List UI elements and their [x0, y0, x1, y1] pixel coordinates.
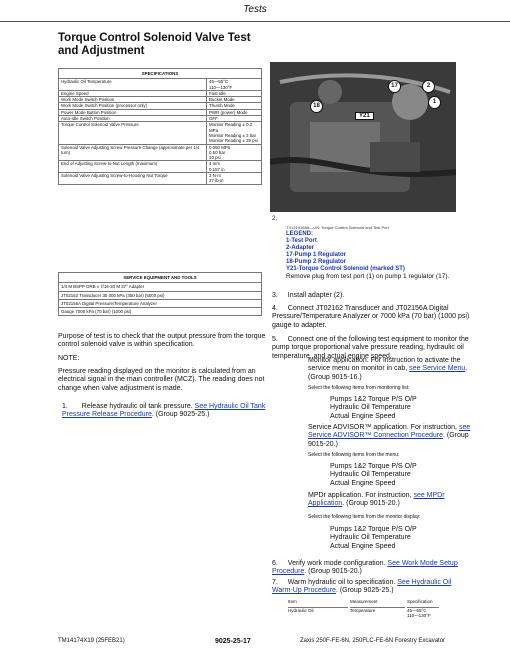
- figure-caption: TX1219168A—UN: Torque Control Solenoid and Test Port: [286, 225, 389, 230]
- note-text: Pressure reading displayed on the monitor is calculated from an electrical signal in the main controller (MCZ). The reading does not change when valve adjustment is made.: [58, 368, 265, 392]
- list-item: Hydraulic Oil Temperature: [330, 534, 411, 542]
- mpdr-application: [308, 492, 472, 509]
- equipment-item: 1/4 M BSPP ORB x 7/16-20 M 37° Adapter: [59, 283, 262, 291]
- table-cell: Hydraulic Oil: [288, 607, 348, 619]
- spec-item: Auto-Idle Switch Position: [59, 116, 207, 122]
- col-header: Item: [288, 599, 297, 604]
- group-ref: . (Group 9015-16.): [308, 365, 468, 381]
- list-item: Pumps 1&2 Torque P/S O/P: [330, 526, 417, 533]
- list-item: Pumps 1&2 Torque P/S O/P: [330, 463, 417, 470]
- tank-pressure-release-link[interactable]: See Hydraulic Oil Tank Pressure Release Procedure: [62, 403, 266, 419]
- spec-value: Bucket Mode: [207, 97, 262, 103]
- step-number: 1.: [62, 403, 68, 410]
- footer-doc-id: TM14174X19 (25FEB21): [58, 638, 125, 644]
- step-2-number: 2.: [272, 216, 278, 222]
- specifications-table: [58, 68, 262, 185]
- page-header: [0, 0, 510, 22]
- spec-item: Torque Control Solenoid Valve Pressure: [59, 122, 207, 144]
- legend-title: LEGEND:: [286, 231, 313, 237]
- spec-item: Engine Speed: [59, 90, 207, 96]
- spec-item: Solenoid Valve Adjusting Screw-to-Housing Nut Torque: [59, 173, 207, 185]
- monitor-items-list: [330, 396, 417, 421]
- step-number: 6.: [272, 560, 278, 567]
- equipment-heading: SERVICE EQUIPMENT AND TOOLS: [59, 273, 262, 283]
- step-6: [272, 560, 472, 577]
- step-text: Connect JT02162 Transducer and JT02156A Digital Pressure/Temperature Analyzer or 7000 kPa (70 bar) (1000 psi) gauge to adapter.: [272, 305, 470, 329]
- service-menu-link[interactable]: see Service Menu: [409, 365, 466, 373]
- col-header: Measurement: [350, 599, 378, 604]
- monitor-application: [308, 357, 472, 382]
- mpdr-text: MPDr application. For instruction,: [308, 492, 412, 499]
- select-display-items: Select the following items from the monitor display:: [308, 514, 421, 520]
- spec-value: PWR (power) Mode: [207, 109, 262, 115]
- label-y21: Y21: [355, 112, 374, 120]
- work-mode-setup-link[interactable]: See Work Mode Setup Procedure: [272, 560, 458, 576]
- step-text: Install adapter (2).: [287, 292, 345, 299]
- spec-value: Thumb Mode: [207, 103, 262, 109]
- equipment-row: [59, 299, 262, 307]
- equipment-item: JT02162 Transducer 35 000 kPa (350 bar) (5000 psi): [59, 291, 262, 299]
- legend-item: 1-Test Port: [286, 238, 317, 244]
- step-text: Verify work mode configuration.: [287, 560, 386, 567]
- step-text: Connect one of the following test equipment to monitor the pump torque proportional valve pressure reading, hydraulic oil temperature, and actual engine speed.: [272, 336, 469, 360]
- footer-model: Zaxis 250F-FE-6N, 250FLC-FE-6N Forestry Excavator: [300, 638, 446, 644]
- item-spec-table: [286, 597, 441, 621]
- group-ref: . (Group 9025-25.): [151, 411, 210, 419]
- oil-warmup-link[interactable]: See Hydraulic Oil Warm-Up Procedure: [272, 579, 452, 595]
- step-text: Release hydraulic oil tank pressure.: [81, 403, 193, 410]
- spec-value: 0.050 MPa 0.50 bar 10 psi: [207, 144, 262, 161]
- col-header: Specification: [407, 599, 433, 604]
- step-number: 4.: [272, 305, 278, 312]
- list-item: Pumps 1&2 Torque P/S O/P: [330, 396, 417, 403]
- equipment-row: [59, 308, 262, 316]
- step-number: 3.: [272, 292, 278, 299]
- select-menu-items: Select the following items from the menu:: [308, 452, 400, 458]
- table-cell: Temperature: [350, 607, 405, 619]
- service-equipment-table: [58, 272, 262, 316]
- step-1: [62, 403, 266, 420]
- spec-item: Work Mode Switch Position (processor only): [59, 103, 207, 109]
- step-number: 5.: [272, 336, 278, 343]
- callout-18: 18: [310, 100, 323, 113]
- list-item: Actual Engine Speed: [330, 479, 396, 487]
- spec-item: Solenoid Valve Adjusting Screw Pressure Change (approximate per 1/4 turn): [59, 144, 207, 161]
- spec-item: End of Adjusting Screw-to-Nut Length (maximum): [59, 161, 207, 173]
- group-ref: . (Group 9015-20.): [308, 432, 469, 448]
- equipment-row: [59, 283, 262, 291]
- spec-value: Monitor Reading ± 0.2 MPa Monitor Reading ± 2 bar Monitor Reading ± 29 psi: [207, 122, 262, 144]
- step-text: Warm hydraulic oil to specification.: [287, 579, 396, 586]
- spec-row: [59, 144, 262, 161]
- spec-row: [59, 79, 262, 91]
- list-item: Actual Engine Speed: [330, 412, 396, 420]
- legend-item: Y21-Torque Control Solenoid (marked ST): [286, 266, 405, 272]
- legend-item: 17-Pump 1 Regulator: [286, 252, 347, 258]
- monitor-app-text: Monitor application. For instruction to activate the service menu on monitor in cab,: [308, 357, 461, 373]
- figure-legend: [286, 224, 471, 281]
- service-advisor-link[interactable]: see Service ADVISOR™ Connection Procedure: [308, 424, 471, 440]
- equipment-row: [59, 291, 262, 299]
- specifications-heading: SPECIFICATIONS: [59, 69, 262, 79]
- list-item: Hydraulic Oil Temperature: [330, 404, 411, 412]
- mpdr-link[interactable]: see MPDr Application: [308, 492, 445, 508]
- select-monitoring-list: Select the following items from monitoring list:: [308, 385, 410, 391]
- sa-text: Service ADVISOR™ application. For instruction,: [308, 424, 458, 431]
- list-item: Actual Engine Speed: [330, 542, 396, 550]
- callout-1: 1: [428, 96, 441, 109]
- spec-value: OFF: [207, 116, 262, 122]
- note-label: NOTE:: [58, 355, 80, 362]
- spec-value: 4 mm 0.157 in: [207, 161, 262, 173]
- section-title: Tests: [243, 4, 267, 15]
- legend-item: 18-Pump 2 Regulator: [286, 259, 347, 265]
- list-item: Hydraulic Oil Temperature: [330, 471, 411, 479]
- purpose-text: Purpose of test is to check that the output pressure from the torque control solenoid valve is within specification.: [58, 333, 266, 349]
- spec-item: Hydraulic Oil Temperature: [59, 79, 207, 91]
- spec-value: 45—55°C 110—130°F: [207, 79, 262, 91]
- spec-row: [59, 122, 262, 144]
- callout-17: 17: [388, 80, 401, 93]
- spec-row: [59, 161, 262, 173]
- step-7: [272, 579, 472, 596]
- spec-value: Fast Idle: [207, 90, 262, 96]
- page-title: Torque Control Solenoid Valve Test and Adjustment: [58, 32, 251, 57]
- step-4: [272, 305, 472, 330]
- solenoid-photo: [270, 62, 456, 212]
- footer-page-number: 9025-25-17: [215, 638, 251, 645]
- spec-item: Power Mode Button Position: [59, 109, 207, 115]
- callout-2: 2: [422, 80, 435, 93]
- equipment-item: JT02156A Digital Pressure/Temperature Analyzer: [59, 299, 262, 307]
- spec-value: 3 N·m 27 lb-in: [207, 173, 262, 185]
- group-ref: . (Group 9015-20.): [342, 500, 400, 508]
- table-cell: 45—55°C 110—130°F: [407, 607, 439, 619]
- group-ref: . (Group 9015-20.): [304, 568, 362, 576]
- spec-row: [59, 173, 262, 185]
- legend-item: 2-Adapter: [286, 245, 315, 251]
- equipment-item: Gauge 7000 kPa (70 bar) (1000 psi): [59, 308, 262, 316]
- display-items-list: [330, 526, 417, 551]
- step-number: 7.: [272, 579, 278, 586]
- step-3: [272, 292, 472, 300]
- group-ref: . (Group 9025-25.): [335, 587, 394, 595]
- spec-item: Work Mode Switch Position: [59, 97, 207, 103]
- step-2-text: Remove plug from test port (1) on pump 1 regulator (17).: [286, 273, 450, 280]
- menu-items-list: [330, 463, 417, 488]
- service-advisor-application: [308, 424, 472, 449]
